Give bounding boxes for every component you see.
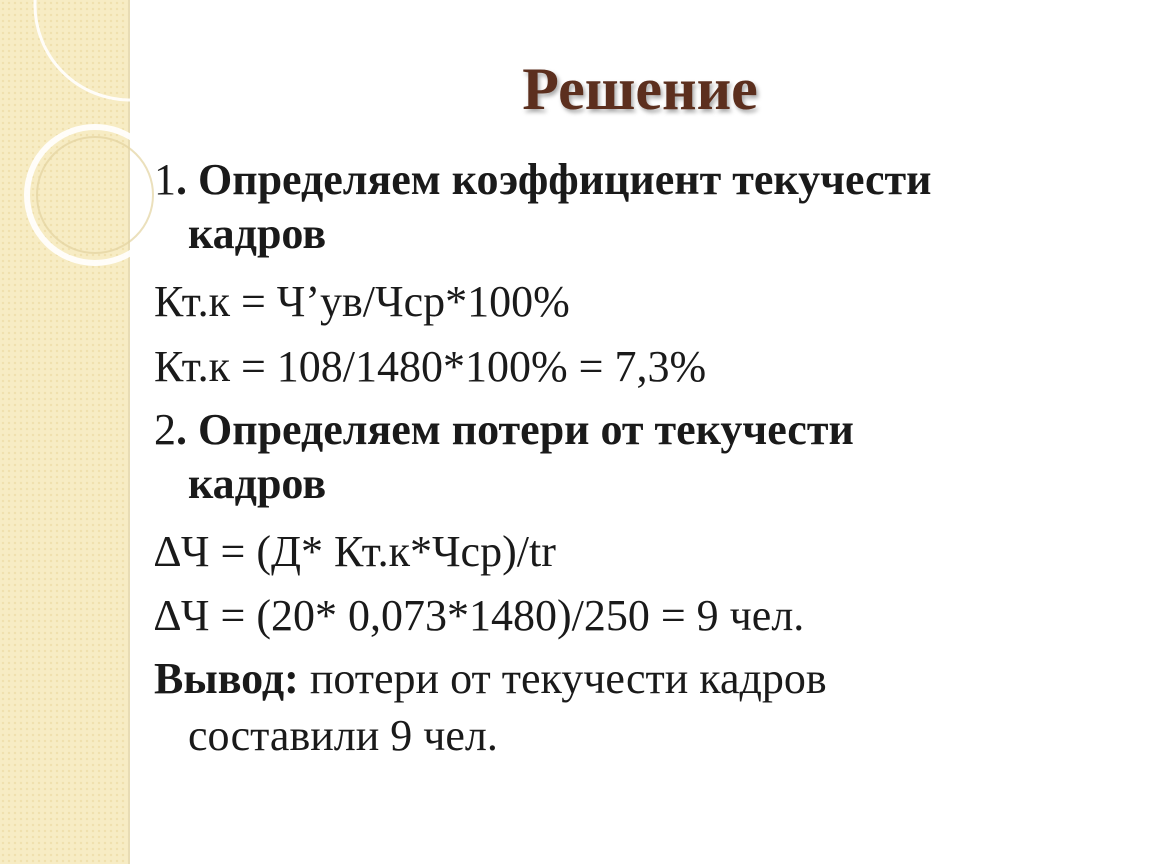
slide-title: Решение <box>522 56 758 122</box>
decorative-circles <box>0 0 160 300</box>
calc-losses: ∆Ч = (20* 0,073*1480)/250 = 9 чел. <box>154 591 805 640</box>
conclusion-text: потери от текучести кадров <box>298 654 827 703</box>
step2-line1 <box>154 405 854 454</box>
step1-line2: кадров <box>188 209 327 258</box>
step2-heading: . Определяем потери от текучести <box>176 405 854 454</box>
step1-line1 <box>154 155 932 204</box>
step1-heading: . Определяем коэффициент текучести <box>176 155 932 204</box>
conclusion-label: Вывод: <box>154 654 299 703</box>
step2-line2: кадров <box>188 459 327 508</box>
step1-number: 1 <box>154 155 176 204</box>
conclusion-line2: составили 9 чел. <box>188 711 498 760</box>
formula-turnover-coefficient: Кт.к = Чʼув/Чср*100% <box>154 277 570 326</box>
conclusion-line1 <box>154 654 827 703</box>
step2-number: 2 <box>154 405 176 454</box>
calc-turnover-coefficient: Кт.к = 108/1480*100% = 7,3% <box>154 342 707 391</box>
formula-losses: ∆Ч = (Д* Кт.к*Чср)/tr <box>154 527 556 576</box>
